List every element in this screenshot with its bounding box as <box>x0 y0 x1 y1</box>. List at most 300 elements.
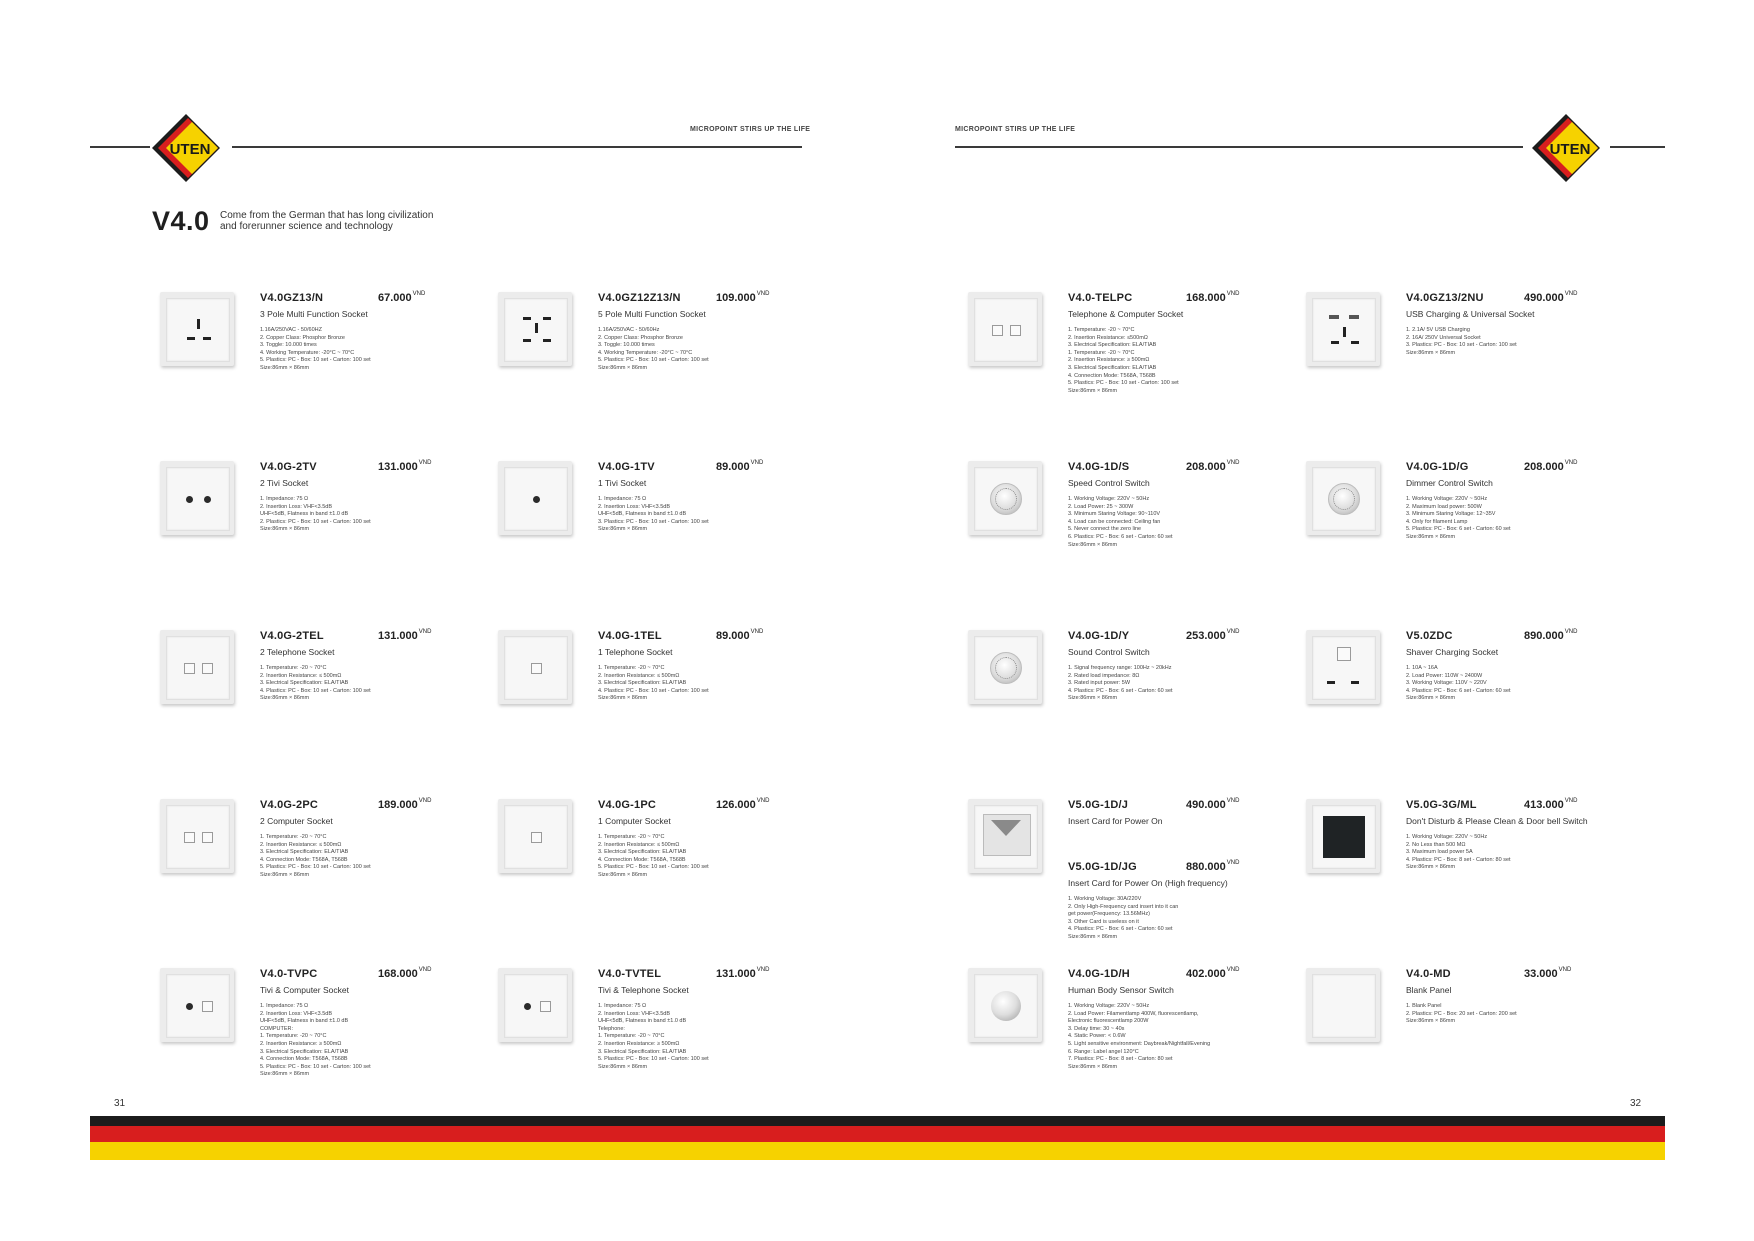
spec-line: 4. Connection Mode: T568A, T568B <box>260 856 348 863</box>
currency-label: VND <box>1564 460 1578 467</box>
spec-line: 2. Insertion Resistance: ≤ 500mΩ <box>598 672 680 679</box>
product-card <box>968 461 1288 601</box>
product-price <box>1186 799 1239 811</box>
product-price <box>378 292 425 304</box>
product-price <box>1186 292 1239 304</box>
page-number-right: 32 <box>1630 1098 1642 1109</box>
product-price <box>378 799 431 811</box>
product-name: Shaver Charging Socket <box>1406 647 1499 657</box>
spec-line: Size:86mm × 86mm <box>598 364 648 371</box>
product-specs <box>598 327 808 373</box>
product-price <box>1524 292 1577 304</box>
currency-label: VND <box>418 460 432 467</box>
product-specs <box>260 665 470 703</box>
spec-line: 5. Plastics: PC - Box: 10 set - Carton: 100 set <box>260 357 371 364</box>
footer-stripe-gold <box>90 1142 1665 1160</box>
spec-line: Size:86mm × 86mm <box>260 526 310 533</box>
product-specs <box>1406 1003 1616 1026</box>
spec-line: 2. Insertion Loss: VHF<3.5dB <box>598 503 670 510</box>
spec-line: 1. Blank Panel <box>1406 1003 1442 1009</box>
product-code: V4.0G-1TEL <box>598 630 662 642</box>
currency-label: VND <box>1226 291 1240 298</box>
spec-line: 4. Connection Mode: T568A, T568B <box>598 856 686 863</box>
product-price <box>716 799 769 811</box>
spec-line: 1. Working Voltage: 220V ~ 50Hz <box>1068 1003 1150 1009</box>
product-name: Sound Control Switch <box>1068 647 1150 657</box>
footer-stripe-red <box>90 1126 1665 1142</box>
product-name: Blank Panel <box>1406 985 1452 995</box>
spec-line: 2. Insertion Resistance: ≥ 500mΩ <box>598 1040 680 1047</box>
product-code: V4.0G-1D/G <box>1406 461 1469 473</box>
page-number-left: 31 <box>114 1098 126 1109</box>
spec-line: 2. Insertion Resistance: ≤ 500mΩ <box>598 841 680 848</box>
spec-line: 5. Plastics: PC - Box: 10 set - Carton: 100 set <box>260 864 371 871</box>
product-code: V4.0G-1D/S <box>1068 461 1130 473</box>
spec-line: 2. Rated load impedance: 8Ω <box>1068 672 1140 679</box>
price-value: 490.000 <box>1186 799 1226 811</box>
currency-label: VND <box>418 798 432 805</box>
currency-label: VND <box>1558 967 1572 974</box>
product-code: V4.0G-2TEL <box>260 630 324 642</box>
spec-line: 3. Working Voltage: 110V ~ 220V <box>1406 680 1487 687</box>
spec-line: 1. Impedance: 75 Ω <box>260 1003 309 1009</box>
product-code: V4.0-TELPC <box>1068 292 1133 304</box>
product-price <box>378 461 431 473</box>
price-value: 189.000 <box>378 799 418 811</box>
product-card <box>160 461 480 601</box>
spec-line: 4. Plastics: PC - Box: 8 set - Carton: 80 set <box>1406 856 1511 863</box>
currency-label: VND <box>750 460 764 467</box>
header-rule-left-short <box>90 146 150 148</box>
product-image <box>160 461 234 535</box>
spec-line: 6. Range: Label angel 120°C <box>1068 1048 1139 1055</box>
product-name: 1 Computer Socket <box>598 816 671 826</box>
spec-line: 3. Electrical Specification: ELA/TIAB <box>1068 342 1157 349</box>
currency-label: VND <box>1564 629 1578 636</box>
spec-line: UHF<5dB, Flatness in band ±1.0 dB <box>260 511 349 518</box>
product-image <box>968 968 1042 1042</box>
product-code: V5.0ZDC <box>1406 630 1453 642</box>
spec-line: Size:86mm × 86mm <box>260 695 310 702</box>
spec-line: 1.16A/250VAC - 50/60Hz <box>598 327 660 333</box>
product-card <box>968 292 1288 432</box>
spec-line: 2. Plastics: PC - Box: 20 set - Carton: 200 set <box>1406 1010 1517 1017</box>
spec-line: 3. Plastics: PC - Box: 10 set - Carton: 100 set <box>598 518 709 525</box>
product-code: V4.0GZ13/N <box>260 292 324 304</box>
product-specs <box>598 496 808 534</box>
product-price <box>1186 968 1239 980</box>
spec-line: 3. Minimum Staring Voltage: 90~110V <box>1068 511 1161 518</box>
spec-line: 2. No Less than 500 MΩ <box>1406 841 1466 848</box>
spec-line: 3. Other Card is useless on it <box>1068 918 1139 925</box>
product-name: Insert Card for Power On (High frequency) <box>1068 878 1228 888</box>
spec-line: 2. Insertion Loss: VHF<3.5dB <box>260 503 332 510</box>
spec-line: UHF<5dB, Flatness in band ±1.0 dB <box>598 1018 687 1025</box>
currency-label: VND <box>412 291 426 298</box>
uten-logo-left <box>150 112 222 184</box>
spec-line: 2. Load Power: Filamentlamp 400W, fluorescentlamp, <box>1068 1010 1199 1017</box>
price-value: 89.000 <box>716 630 750 642</box>
product-image <box>498 799 572 873</box>
spec-line: 4. Plastics: PC - Box: 6 set - Carton: 60 set <box>1068 687 1173 694</box>
price-value: 402.000 <box>1186 968 1226 980</box>
spec-line: 4. Working Temperature: -20°C ~ 70°C <box>260 349 355 356</box>
spec-line: 2. Insertion Loss: VHF<3.5dB <box>260 1010 332 1017</box>
spec-line: Size:86mm × 86mm <box>598 526 648 533</box>
product-image <box>1306 799 1380 873</box>
product-name: Telephone & Computer Socket <box>1068 309 1184 319</box>
product-code: V4.0G-1TV <box>598 461 655 473</box>
spec-line: 2. Insertion Loss: VHF<3.5dB <box>598 1010 670 1017</box>
spec-line: UHF<5dB, Flatness in band ±1.0 dB <box>598 511 687 518</box>
spec-line: 3. Electrical Specification: ELA/TIAB <box>1068 364 1157 371</box>
spec-line: 3. Delay time: 30 ~ 40s <box>1068 1025 1125 1032</box>
product-image <box>498 461 572 535</box>
spec-line: 1. Working Voltage: 220V ~ 50Hz <box>1068 496 1150 502</box>
product-image <box>968 461 1042 535</box>
product-card <box>160 799 480 939</box>
spec-line: 4. Plastics: PC - Box: 10 set - Carton: 100 set <box>260 687 371 694</box>
product-specs <box>260 496 470 534</box>
currency-label: VND <box>756 798 770 805</box>
product-specs <box>260 1003 470 1079</box>
spec-line: 3. Electrical Specification: ELA/TIAB <box>598 680 687 687</box>
product-code: V4.0-MD <box>1406 968 1451 980</box>
product-name: Tivi & Computer Socket <box>260 985 349 995</box>
product-specs <box>1406 665 1616 703</box>
spec-line: Size:86mm × 86mm <box>260 1071 310 1078</box>
price-value: 880.000 <box>1186 861 1226 873</box>
product-name: Human Body Sensor Switch <box>1068 985 1174 995</box>
pin-icon <box>187 337 195 340</box>
product-image <box>1306 968 1380 1042</box>
product-card <box>160 630 480 770</box>
spec-line: Size:86mm × 86mm <box>260 364 310 371</box>
product-card <box>968 630 1288 770</box>
spec-line: UHF<5dB, Flatness in band ±1.0 dB <box>260 1018 349 1025</box>
product-specs <box>1406 327 1616 357</box>
product-card <box>498 630 818 770</box>
price-value: 67.000 <box>378 292 412 304</box>
spec-line: 1. Impedance: 75 Ω <box>598 496 647 502</box>
product-specs <box>260 834 470 880</box>
spec-line: 3. Electrical Specification: ELA/TIAB <box>260 849 349 856</box>
product-name: 3 Pole Multi Function Socket <box>260 309 368 319</box>
product-specs <box>598 834 808 880</box>
spec-line: Size:86mm × 86mm <box>1406 349 1456 356</box>
currency-label: VND <box>1226 967 1240 974</box>
spec-line: 1. Working Voltage: 220V ~ 50Hz <box>1406 834 1488 840</box>
product-specs <box>1406 496 1616 542</box>
product-price <box>378 630 431 642</box>
spec-line: 1. 10A ~ 16A <box>1406 665 1438 671</box>
product-code: V4.0GZ13/2NU <box>1406 292 1484 304</box>
product-code: V4.0G-2TV <box>260 461 317 473</box>
spec-line: Telephone: <box>598 1025 625 1032</box>
currency-label: VND <box>750 629 764 636</box>
price-value: 208.000 <box>1524 461 1564 473</box>
spec-line: 3. Rated input power: 5W <box>1068 680 1131 687</box>
price-value: 168.000 <box>1186 292 1226 304</box>
spec-line: 7. Plastics: PC - Box: 8 set - Carton: 80 set <box>1068 1056 1173 1063</box>
product-price <box>1524 968 1571 980</box>
product-card <box>1306 292 1626 432</box>
pin-icon <box>197 319 200 329</box>
product-price <box>1524 630 1577 642</box>
product-image <box>498 968 572 1042</box>
spec-line: 5. Plastics: PC - Box: 10 set - Carton: 100 set <box>598 864 709 871</box>
product-code: V4.0G-1D/Y <box>1068 630 1130 642</box>
spec-line: 5. Plastics: PC - Box: 10 set - Carton: 100 set <box>1068 380 1179 387</box>
product-name: Dimmer Control Switch <box>1406 478 1493 488</box>
product-name: Don't Disturb & Please Clean & Door bell Switch <box>1406 816 1588 826</box>
price-value: 168.000 <box>378 968 418 980</box>
spec-line: 4. Working Temperature: -20°C ~ 70°C <box>598 349 693 356</box>
price-value: 33.000 <box>1524 968 1558 980</box>
spec-line: 2. Only High-Frequency card insert into it can <box>1068 903 1179 910</box>
spec-line: 4. Plastics: PC - Box: 10 set - Carton: 100 set <box>598 687 709 694</box>
spec-line: 3. Electrical Specification: ELA/TIAB <box>598 849 687 856</box>
spec-line: 5. Plastics: PC - Box: 6 set - Carton: 60 set <box>1406 526 1511 533</box>
spec-line: 1. Temperature: -20 ~ 70°C <box>260 834 327 840</box>
spec-line: Size:86mm × 86mm <box>598 695 648 702</box>
spec-line: Size:86mm × 86mm <box>1068 933 1118 940</box>
product-price <box>1186 630 1239 642</box>
spec-line: Size:86mm × 86mm <box>260 871 310 878</box>
spec-line: 1. Temperature: -20 ~ 70°C <box>598 834 665 840</box>
product-specs <box>1068 327 1278 395</box>
spec-line: Size:86mm × 86mm <box>1068 1063 1118 1070</box>
spec-line: Size:86mm × 86mm <box>1406 864 1456 871</box>
currency-label: VND <box>756 291 770 298</box>
product-name: 2 Telephone Socket <box>260 647 335 657</box>
series-title: V4.0 <box>152 206 210 236</box>
spec-line: Size:86mm × 86mm <box>598 1063 648 1070</box>
price-value: 131.000 <box>378 630 418 642</box>
product-image <box>160 968 234 1042</box>
product-price <box>716 461 763 473</box>
spec-line: 4. Connection Mode: T568A, T568B <box>260 1056 348 1063</box>
spec-line: 4. Plastics: PC - Box: 6 set - Carton: 60 set <box>1406 687 1511 694</box>
product-name: 2 Tivi Socket <box>260 478 309 488</box>
series-description-line2: and forerunner science and technology <box>220 221 393 232</box>
product-name: USB Charging & Universal Socket <box>1406 309 1535 319</box>
spec-line: 1. Temperature: -20 ~ 70°C <box>260 1033 327 1040</box>
currency-label: VND <box>1226 798 1240 805</box>
spec-line: 4. Only for filament Lamp <box>1406 518 1468 525</box>
footer-stripe-black <box>90 1116 1665 1126</box>
product-code: V4.0G-1PC <box>598 799 657 811</box>
logo-text: UTEN <box>169 141 211 158</box>
spec-line: 4. Plastics: PC - Box: 6 set - Carton: 60 set <box>1068 926 1173 933</box>
spec-line: 3. Plastics: PC - Box: 10 set - Carton: 100 set <box>1406 342 1517 349</box>
price-value: 131.000 <box>378 461 418 473</box>
product-specs <box>1068 496 1278 549</box>
product-code: V4.0GZ12Z13/N <box>598 292 681 304</box>
price-value: 89.000 <box>716 461 750 473</box>
product-card <box>968 968 1288 1108</box>
header-rule-right-short <box>1610 146 1665 148</box>
product-card <box>498 968 818 1108</box>
product-image <box>160 630 234 704</box>
spec-line: Size:86mm × 86mm <box>1068 387 1118 394</box>
product-image <box>1306 461 1380 535</box>
product-card <box>1306 968 1626 1108</box>
spec-line: 1. 2.1A/ 5V USB Charging <box>1406 327 1470 333</box>
spec-line: 1. Working Voltage: 30A/220V <box>1068 896 1142 902</box>
currency-label: VND <box>1226 860 1240 867</box>
spec-line: get power(Frequency: 13.56MHz) <box>1068 911 1150 918</box>
product-image <box>968 292 1042 366</box>
spec-line: COMPUTER: <box>260 1025 293 1032</box>
currency-label: VND <box>1226 629 1240 636</box>
product-name: 5 Pole Multi Function Socket <box>598 309 706 319</box>
spec-line: 3. Electrical Specification: ELA/TIAB <box>260 1048 349 1055</box>
spec-line: 4. Load can be connected: Ceiling fan <box>1068 518 1161 525</box>
spec-line: Electronic fluorescentlamp 200W <box>1068 1018 1149 1025</box>
spec-line: Size:86mm × 86mm <box>1406 695 1456 702</box>
product-code: V5.0G-1D/JG <box>1068 861 1137 873</box>
product-card <box>498 461 818 601</box>
spec-line: 2. Insertion Resistance: ≤ 500mΩ <box>260 672 342 679</box>
price-value: 890.000 <box>1524 630 1564 642</box>
spec-line: 2. Copper Class: Phosphor Bronze <box>260 334 345 341</box>
spec-line: 1. Temperature: -20 ~ 70°C <box>1068 327 1135 333</box>
spec-line: 2. Insertion Resistance: ≤ 500mΩ <box>260 841 342 848</box>
spec-line: 3. Minimum Staring Voltage: 12~35V <box>1406 511 1496 518</box>
spec-line: 2. Insertion Resistance: ≥ 500mΩ <box>1068 357 1150 364</box>
product-name: Tivi & Telephone Socket <box>598 985 689 995</box>
spec-line: Size:86mm × 86mm <box>1406 1018 1456 1025</box>
spec-line: 1. Impedance: 75 Ω <box>260 496 309 502</box>
spec-line: 6. Plastics: PC - Box: 6 set - Carton: 60 set <box>1068 533 1173 540</box>
product-card <box>1306 461 1626 601</box>
product-price <box>716 292 769 304</box>
product-card <box>498 292 818 432</box>
spec-line: 2. Copper Class: Phosphor Bronze <box>598 334 683 341</box>
product-specs <box>260 327 470 373</box>
product-price <box>716 968 769 980</box>
product-code: V4.0-TVPC <box>260 968 318 980</box>
spec-line: 2. Insertion Resistance: ≤500mΩ <box>1068 334 1148 341</box>
product-specs <box>598 1003 808 1071</box>
product-card <box>160 968 480 1108</box>
spec-line: Size:86mm × 86mm <box>598 871 648 878</box>
currency-label: VND <box>418 629 432 636</box>
product-image <box>968 630 1042 704</box>
uten-logo-right <box>1530 112 1602 184</box>
price-value: 208.000 <box>1186 461 1226 473</box>
product-price <box>378 968 431 980</box>
product-image <box>1306 630 1380 704</box>
spec-line: 3. Electrical Specification: ELA/TIAB <box>260 680 349 687</box>
product-name: 1 Telephone Socket <box>598 647 673 657</box>
product-image <box>498 292 572 366</box>
product-code: V4.0G-2PC <box>260 799 319 811</box>
product-price <box>1524 799 1577 811</box>
product-code: V5.0G-3G/ML <box>1406 799 1477 811</box>
spec-line: 2. Maximum load power: 500W <box>1406 503 1482 510</box>
product-specs <box>598 665 808 703</box>
currency-label: VND <box>418 967 432 974</box>
spec-line: 1. Temperature: -20 ~ 70°C <box>1068 349 1135 356</box>
spec-line: 5. Plastics: PC - Box: 10 set - Carton: 100 set <box>598 357 709 364</box>
price-value: 413.000 <box>1524 799 1564 811</box>
spec-line: 3. Electrical Specification: ELA/TIAB <box>598 1048 687 1055</box>
header-rule-left <box>232 146 802 148</box>
spec-line: 3. Toggle: 10.000 times <box>598 342 655 349</box>
product-specs <box>1068 1003 1278 1071</box>
spec-line: 3. Maximum load power 5A <box>1406 849 1473 856</box>
spec-line: 1. Impedance: 75 Ω <box>598 1003 647 1009</box>
spec-line: 5. Plastics: PC - Box: 10 set - Carton: 100 set <box>598 1056 709 1063</box>
product-specs <box>1406 834 1616 872</box>
currency-label: VND <box>756 967 770 974</box>
spec-line: 2. Load Power: 25 ~ 300W <box>1068 503 1134 510</box>
spec-line: 1. Temperature: -20 ~ 70°C <box>260 665 327 671</box>
header-rule-right <box>955 146 1523 148</box>
product-card <box>1306 630 1626 770</box>
price-value: 131.000 <box>716 968 756 980</box>
spec-line: Size:86mm × 86mm <box>1068 541 1118 548</box>
currency-label: VND <box>1226 460 1240 467</box>
spec-line: 4. Static Power: < 0.6W <box>1068 1033 1126 1040</box>
product-price <box>1186 861 1239 873</box>
spec-line: 1. Signal frequency range: 100Hz ~ 20kHz <box>1068 665 1172 671</box>
product-name: 2 Computer Socket <box>260 816 333 826</box>
price-value: 490.000 <box>1524 292 1564 304</box>
spec-line: 2. Load Power: 110W ~ 2400W <box>1406 672 1483 679</box>
series-description <box>220 210 480 232</box>
price-value: 126.000 <box>716 799 756 811</box>
spec-line: 1. Working Voltage: 220V ~ 50Hz <box>1406 496 1488 502</box>
price-value: 253.000 <box>1186 630 1226 642</box>
product-image <box>1306 292 1380 366</box>
logo-text: UTEN <box>1549 141 1591 158</box>
product-name: Speed Control Switch <box>1068 478 1150 488</box>
product-specs <box>1068 896 1278 942</box>
spec-line: Size:86mm × 86mm <box>1406 533 1456 540</box>
spec-line: 2. Plastics: PC - Box: 10 set - Carton: 100 set <box>260 518 371 525</box>
product-card <box>1306 799 1626 939</box>
spec-line: 3. Toggle: 10.000 times <box>260 342 317 349</box>
product-code: V5.0G-1D/J <box>1068 799 1129 811</box>
product-card <box>160 292 480 432</box>
spec-line: 1.16A/250VAC - 50/60HZ <box>260 327 322 333</box>
currency-label: VND <box>1564 798 1578 805</box>
spec-line: 2. 16A/ 250V Universal Socket <box>1406 334 1481 341</box>
spec-line: 5. Plastics: PC - Box: 10 set - Carton: 100 set <box>260 1063 371 1070</box>
spec-line: 5. Never connect the zero line <box>1068 526 1142 533</box>
series-description-line1: Come from the German that has long civilization <box>220 210 434 221</box>
product-image <box>160 799 234 873</box>
spec-line: 5. Light sensitive environment: Daybreak/Nightfall/Evening <box>1068 1040 1211 1047</box>
product-name: Insert Card for Power On <box>1068 816 1163 826</box>
price-value: 109.000 <box>716 292 756 304</box>
product-code: V4.0-TVTEL <box>598 968 662 980</box>
tagline-left: MICROPOINT STIRS UP THE LIFE <box>690 126 811 133</box>
product-card <box>498 799 818 939</box>
product-name: 1 Tivi Socket <box>598 478 647 488</box>
product-image <box>498 630 572 704</box>
product-price <box>716 630 763 642</box>
pin-icon <box>203 337 211 340</box>
spec-line: 1. Temperature: -20 ~ 70°C <box>598 665 665 671</box>
tagline-right: MICROPOINT STIRS UP THE LIFE <box>955 126 1076 133</box>
product-price <box>1186 461 1239 473</box>
product-price <box>1524 461 1577 473</box>
product-image <box>160 292 234 366</box>
